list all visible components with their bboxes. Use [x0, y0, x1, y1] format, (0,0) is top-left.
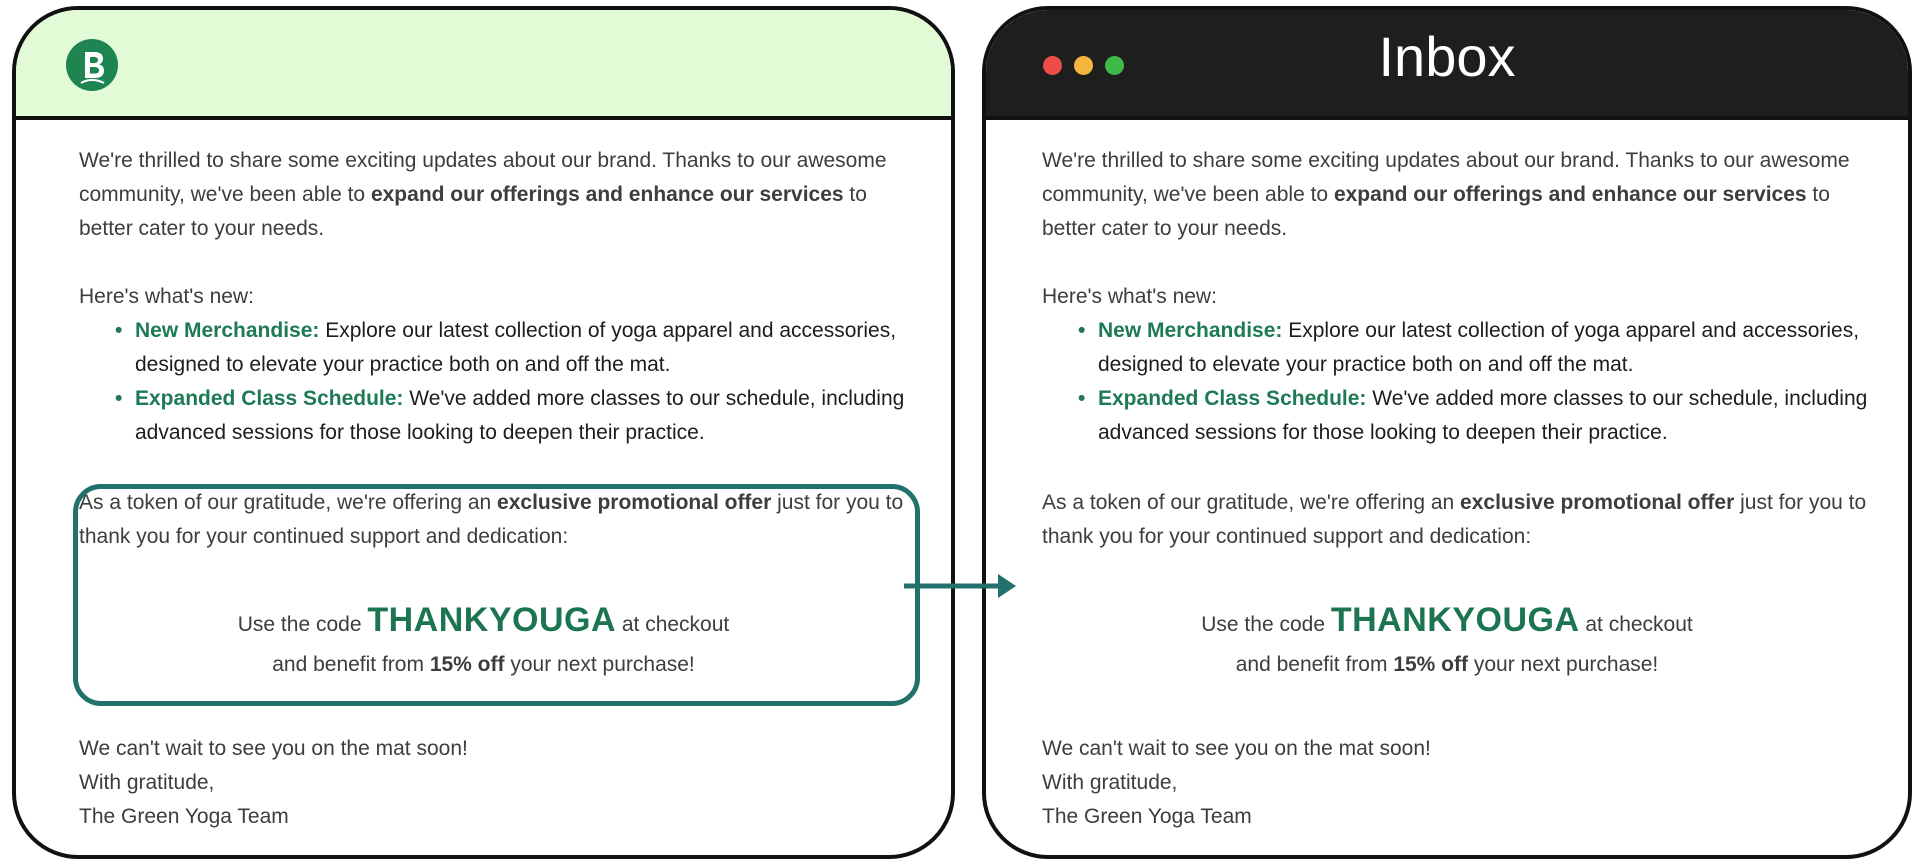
intro-paragraph: We're thrilled to share some exciting updates about our brand. Thanks to our awesome community, we've been able to expand our offerings and enhance our services to better cater to your needs.	[1042, 149, 1850, 240]
list-item: • Expanded Class Schedule: We've added more classes to our schedule, including advanced sessions for those looking to deepen their practice.	[1098, 382, 1882, 450]
promo-code: THANKYOUGA	[1330, 601, 1580, 639]
inbox-title: Inbox	[1378, 25, 1516, 88]
intro-highlight: expand our offerings and enhance our services	[1333, 183, 1807, 206]
promo-code-block: Use the code THANKYOUGA at checkout and benefit from 15% off your next purchase!	[237, 601, 730, 676]
intro-highlight: expand our offerings and enhance our services	[370, 183, 844, 206]
bullet-icon: •	[115, 387, 123, 410]
bullet-icon: •	[1078, 387, 1086, 410]
arrow-head-icon	[998, 574, 1016, 598]
list-item: • Expanded Class Schedule: We've added more classes to our schedule, including advanced sessions for those looking to deepen their practice.	[135, 382, 919, 450]
sender-name: The Green Yoga Team	[1042, 805, 1252, 828]
closing-signature: We can't wait to see you on the mat soon! With gratitude, The Green Yoga Team	[79, 732, 919, 834]
whats-new-heading: Here's what's new:	[1042, 285, 1217, 308]
bullet-icon: •	[1078, 319, 1086, 342]
offer-paragraph: As a token of our gratitude, we're offering an exclusive promotional offer just for you to thank you for your continued support and dedication:	[1042, 491, 1867, 548]
offer-paragraph: As a token of our gratitude, we're offering an exclusive promotional offer just for you to thank you for your continued support and dedication:	[79, 491, 904, 548]
sender-name: The Green Yoga Team	[79, 805, 289, 828]
discount-amount: 15% off	[429, 653, 505, 676]
closing-signature: We can't wait to see you on the mat soon! With gratitude, The Green Yoga Team	[1042, 732, 1882, 834]
promo-code: THANKYOUGA	[367, 601, 617, 639]
discount-amount: 15% off	[1393, 653, 1468, 676]
list-item: • New Merchandise: Explore our latest collection of yoga apparel and accessories, designed to elevate your practice both on and off the mat.	[1098, 314, 1882, 382]
bullet-icon: •	[115, 319, 123, 342]
whats-new-heading: Here's what's new:	[79, 285, 254, 308]
list-item: • New Merchandise: Explore our latest collection of yoga apparel and accessories, designed to elevate your practice both on and off the mat.	[135, 314, 919, 382]
intro-paragraph: We're thrilled to share some exciting updates about our brand. Thanks to our awesome community, we've been able to expand our offerings and enhance our services to better cater to your needs.	[79, 149, 887, 240]
promo-code-block: Use the code THANKYOUGA at checkout and benefit from 15% off your next purchase!	[1201, 601, 1693, 676]
